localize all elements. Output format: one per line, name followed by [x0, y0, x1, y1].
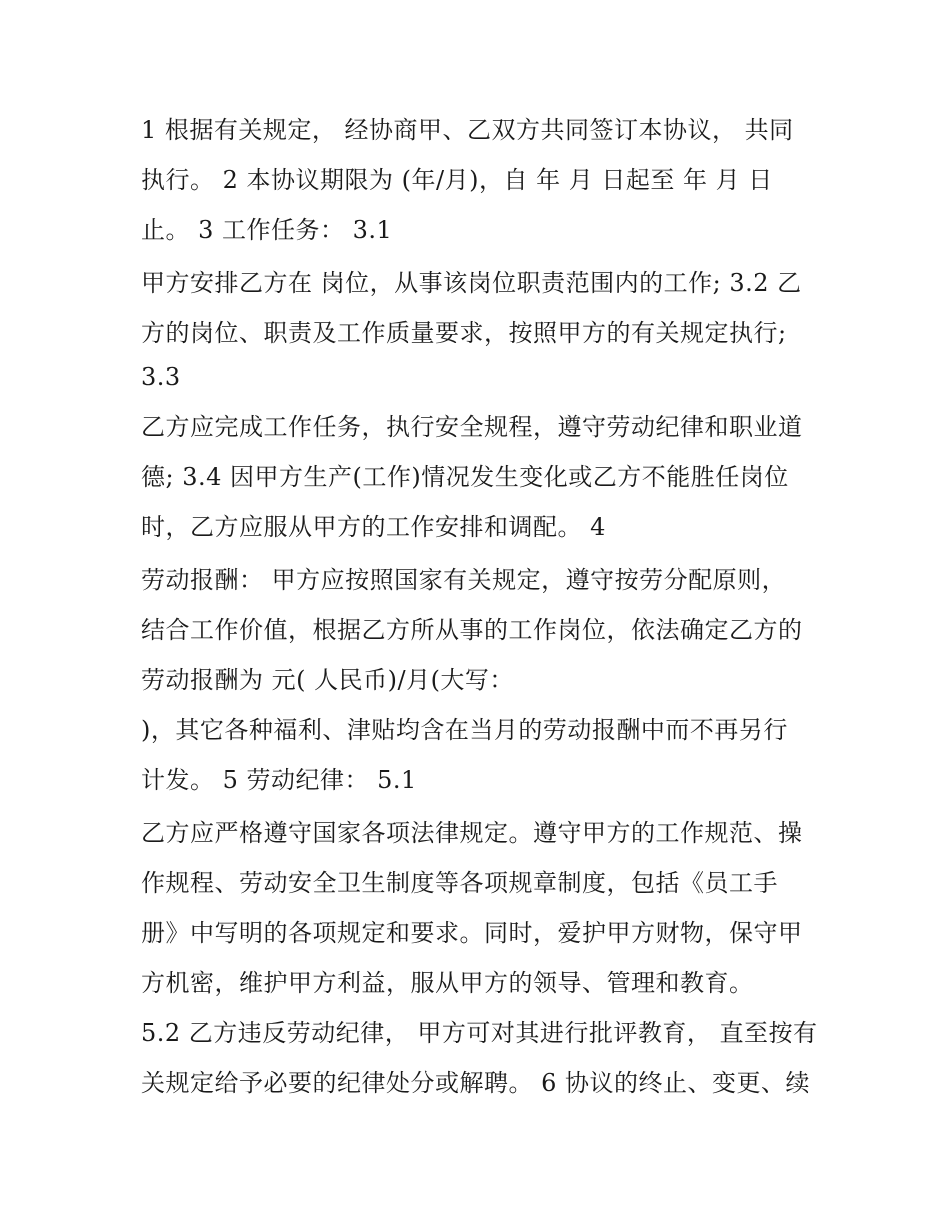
- text-line: 甲方安排乙方在 岗位，从事该岗位职责范围内的工作; 3.2 乙: [141, 269, 802, 297]
- text-line: 1 根据有关规定， 经协商甲、乙双方共同签订本协议， 共同: [141, 116, 794, 144]
- text-line: 结合工作价值，根据乙方所从事的工作岗位，依法确定乙方的: [141, 616, 803, 644]
- text-line: 计发。 5 劳动纪律： 5.1: [141, 766, 417, 794]
- text-line: 册》中写明的各项规定和要求。同时，爱护甲方财物，保守甲: [141, 919, 803, 947]
- text-line: 止。 3 工作任务： 3.1: [141, 216, 393, 244]
- text-line: 5.2 乙方违反劳动纪律， 甲方可对其进行批评教育， 直至按有: [141, 1019, 818, 1047]
- text-line: 乙方应严格遵守国家各项法律规定。遵守甲方的工作规范、操: [141, 819, 803, 847]
- text-line: )，其它各种福利、津贴均含在当月的劳动报酬中而不再另行: [141, 716, 788, 744]
- text-line: 作规程、劳动安全卫生制度等各项规章制度，包括《员工手: [141, 869, 778, 897]
- text-line: 方的岗位、职责及工作质量要求，按照甲方的有关规定执行;: [141, 319, 787, 347]
- text-line: 执行。 2 本协议期限为 (年/月)，自 年 月 日起至 年 月 日: [141, 166, 773, 194]
- text-line: 德; 3.4 因甲方生产(工作)情况发生变化或乙方不能胜任岗位: [141, 463, 789, 491]
- text-line: 劳动报酬： 甲方应按照国家有关规定，遵守按劳分配原则，: [141, 566, 787, 594]
- text-line: 关规定给予必要的纪律处分或解聘。 6 协议的终止、变更、续: [141, 1069, 811, 1097]
- text-line: 方机密，维护甲方利益，服从甲方的领导、管理和教育。: [141, 969, 754, 997]
- text-line: 时，乙方应服从甲方的工作安排和调配。 4: [141, 513, 606, 541]
- text-line: 3.3: [141, 363, 181, 391]
- text-line: 劳动报酬为 元( 人民币)/月(大写：: [141, 666, 514, 694]
- text-line: 乙方应完成工作任务，执行安全规程，遵守劳动纪律和职业道: [141, 413, 803, 441]
